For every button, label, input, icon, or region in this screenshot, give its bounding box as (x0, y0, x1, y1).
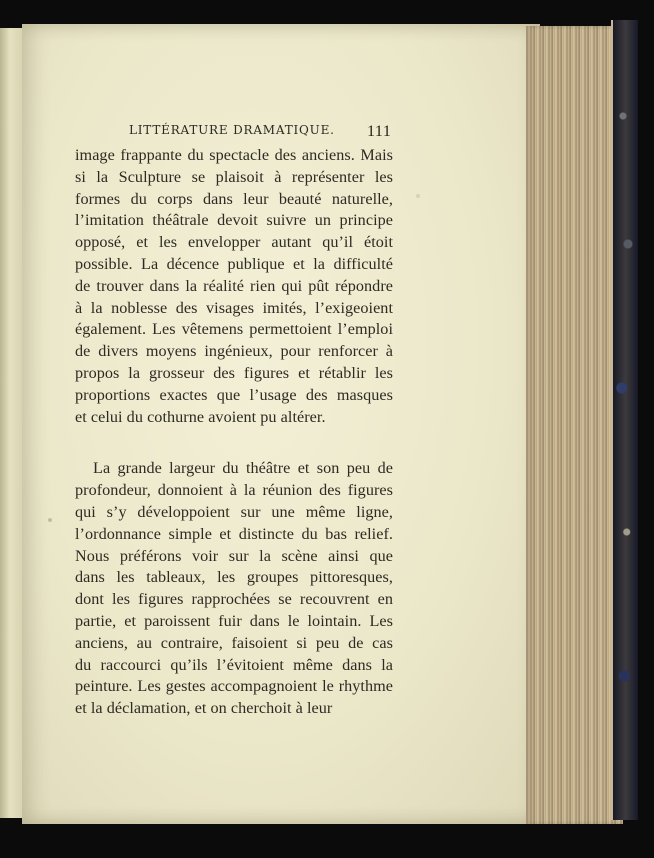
text-line: si la Sculpture se plaisoit à représenter les (75, 167, 393, 186)
text-line: et la déclamation, et on cherchoit à leur (75, 699, 333, 718)
text-line: dans les tableaux, les groupes pittoresques, (75, 568, 393, 587)
marbled-cover-edge (611, 20, 638, 820)
text-line: formes du corps dans leur beauté naturelle, (75, 189, 393, 208)
paper-speck (48, 518, 52, 522)
text-line: également. Les vêtemens permettoient l’emploi (75, 320, 393, 339)
left-page-edge (0, 28, 23, 818)
text-line: du raccourci qu’ils l’évitoient même dans la (75, 655, 393, 674)
text-line: qui s’y développoient sur une même ligne, (75, 502, 393, 521)
text-line: l’imitation théâtrale devoit suivre un principe (75, 211, 393, 230)
text-line: l’ordonnance simple et distincte du bas relief. (75, 524, 393, 543)
paper-speck (416, 194, 420, 198)
page-edges (526, 26, 623, 824)
paragraph-gap (75, 428, 393, 458)
text-line: La grande largeur du théâtre et son peu de (93, 459, 393, 478)
text-line: possible. La décence publique et la difficulté (75, 254, 393, 273)
text-line: peinture. Les gestes accompagnoient le rhythme (75, 677, 393, 696)
running-head: LITTÉRATURE DRAMATIQUE. (129, 123, 335, 137)
text-line: Nous préférons voir sur la scène ainsi que (75, 546, 393, 565)
text-line: de divers moyens ingénieux, pour renforcer à (75, 342, 393, 361)
text-line: et celui du cothurne avoient pu altérer. (75, 407, 326, 426)
text-line: dont les figures rapprochées se recouvrent en (75, 590, 393, 609)
text-line: à la noblesse des visages imités, l’exigeoient (75, 298, 393, 317)
text-line: de trouver dans la réalité rien qui pût répondre (75, 276, 393, 295)
text-line: propos la grosseur des figures et rétablir les (75, 363, 393, 382)
text-line: anciens, au contraire, faisoient si peu de cas (75, 633, 393, 652)
text-line: proportions exactes que l’usage des masques (75, 385, 393, 404)
text-line: profondeur, donnoient à la réunion des figures (75, 481, 393, 500)
page-text (75, 145, 393, 720)
text-line: partie, et paroissent fuir dans le lointain. Les (75, 611, 393, 630)
text-line: image frappante du spectacle des anciens. Mais (75, 146, 393, 164)
text-line: opposé, et les envelopper autant qu’il étoit (75, 233, 393, 252)
page-number: 111 (367, 123, 392, 140)
